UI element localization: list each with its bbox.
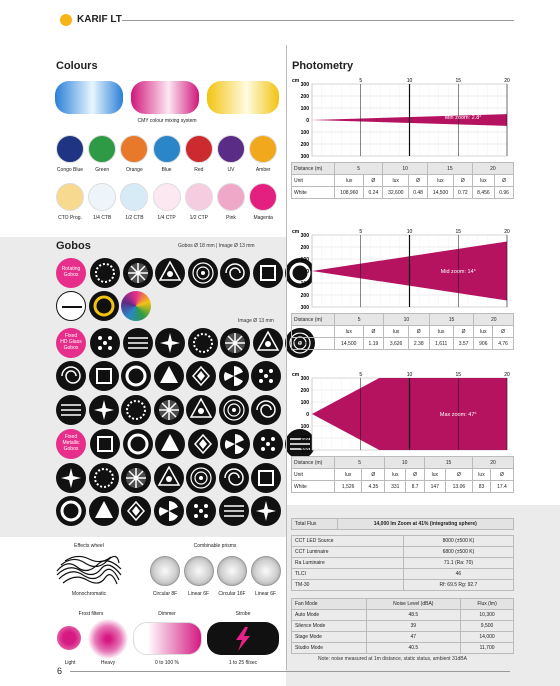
x-tick-label: 15 [455,372,462,378]
photometry-title: Photometry [292,60,354,72]
colour-swatch [217,135,245,163]
spec-label: Ra Luminaire [292,558,404,569]
x-tick-label: 10 [406,78,413,84]
gobo-size-caption-2: Image Ø 13 mm [238,318,274,324]
distance-row [292,163,514,175]
table-cell: 13.06 [445,481,472,493]
gobo-icon [121,463,151,493]
prism-icon [251,556,281,586]
value-row [292,338,514,350]
colour-swatch [249,135,277,163]
gobo-icon [220,328,250,358]
fan-row [292,632,514,643]
effects-wheel-image [55,553,123,589]
total-flux-table [291,518,514,530]
magenta-swatch [131,81,199,114]
gobo-icon [56,395,86,425]
column-divider [286,45,287,670]
unit-row [292,175,514,187]
table-cell: Ø [406,469,425,481]
table-cell: 20 [474,314,514,326]
effects-wheel-label: Monochromatic [71,591,107,597]
gobo-icon [186,463,216,493]
photometry-table [291,162,514,199]
footer-divider [70,671,510,672]
table-cell: 1,526 [335,481,362,493]
zoom-label: Min zoom: 2.8° [444,115,482,121]
colour-swatch [88,135,116,163]
fan-row [292,610,514,621]
gobo-icon [89,395,119,425]
value-row [292,187,514,199]
strobe-swatch [207,622,279,655]
beam-chart [290,76,515,158]
dimmer-swatch [133,622,202,655]
x-tick-label: 5 [359,372,363,378]
colour-swatch-label: Amber [255,167,271,173]
page-number: 6 [57,666,63,676]
table-cell: Ø [453,326,474,338]
gobo-icon [89,463,119,493]
colour-swatch-label: UV [227,167,235,173]
y-tick-label: 300 [300,448,309,452]
gobo-icon [253,258,283,288]
table-cell: 10,300 [461,610,514,621]
prism-label: Circular 8F [152,591,178,597]
colours-title: Colours [56,60,98,72]
y-tick-label: 100 [300,130,309,136]
header-divider [122,20,514,21]
table-cell: lux [385,469,406,481]
spec-value: 71.1 (Ra: 70) [403,558,513,569]
table-cell: 0.48 [409,187,428,199]
frost-title: Frost filters [78,611,104,617]
x-tick-label: 20 [504,229,510,235]
gobo-icon [56,291,86,321]
table-cell: 4.76 [493,338,514,350]
table-cell: 40.5 [366,643,461,654]
prism-label: Linear 6F [254,591,277,597]
colour-swatch [88,183,116,211]
table-cell: 14,500 [428,187,454,199]
colour-swatch-label: Pink [226,215,236,221]
gobo-icon [219,496,249,526]
unit-label: cm [292,229,300,235]
colour-swatch-label: Orange [126,167,143,173]
distance-row [292,314,514,326]
y-tick-label: 300 [300,305,309,309]
frost-heavy-swatch [88,619,128,659]
table-cell: lux [335,175,364,187]
table-cell: 1,611 [429,338,453,350]
colour-swatch-label: Congo Blue [56,167,84,173]
y-tick-label: 0 [306,269,309,275]
prisms-title: Combinable prisms [193,543,237,549]
gobo-icon [219,463,249,493]
beam-chart [290,227,515,309]
prism-label: Circular 16F [218,591,246,597]
table-cell: 0.72 [453,187,472,199]
effects-wheel-title: Effects wheel [74,543,104,549]
colour-swatch-label: Red [194,167,204,173]
prism-label: Linear 6F [187,591,210,597]
frost-light-swatch [57,626,81,650]
table-cell: Unit [292,469,335,481]
gobo-icon [219,361,249,391]
gobo-icon [155,258,185,288]
table-cell: 4.35 [362,481,385,493]
table-cell: 9,500 [461,621,514,632]
spec-row [292,547,514,558]
table-cell: Ø [408,326,429,338]
gobo-icon [121,361,151,391]
gobo-icon [89,291,119,321]
table-cell: Noise Level (dBA) [366,599,461,610]
frost-heavy-label: Heavy [100,660,116,666]
y-tick-label: 200 [300,436,309,442]
beam-chart [290,370,515,452]
colour-swatch [56,183,84,211]
y-tick-label: 100 [300,106,309,112]
gobo-icon [121,395,151,425]
spec-label: CCT LED Source [292,536,404,547]
table-cell: 83 [473,481,491,493]
table-cell: lux [429,326,453,338]
gobo-icon [154,496,184,526]
colour-swatch [153,135,181,163]
table-cell: White [292,187,335,199]
photometry-table [291,313,514,350]
table-cell: 0.24 [364,187,383,199]
y-tick-label: 100 [300,424,309,430]
colour-swatch [120,135,148,163]
prism-icon [184,556,214,586]
table-cell: lux [428,175,454,187]
colour-swatch-label: 1/4 CTP [157,215,176,221]
spec-label: TLCI [292,569,404,580]
gobo-icon [89,361,119,391]
table-cell: 15 [424,457,472,469]
gobo-icon [56,463,86,493]
colour-swatch [56,135,84,163]
y-tick-label: 300 [300,82,309,88]
table-cell: Ø [445,469,472,481]
table-cell: lux [335,326,364,338]
table-cell: 906 [474,338,493,350]
brand-title: KARIF LT [77,14,122,25]
table-cell: lux [384,326,409,338]
gobo-icon [220,429,250,459]
gobo-icon [186,361,216,391]
table-cell: Distance (m) [292,457,335,469]
cmy-caption: CMY colour mixing system [137,118,197,124]
table-cell: 15 [428,163,473,175]
zoom-label: Mid zoom: 14° [440,269,476,275]
dimmer-title: Dimmer [158,611,176,617]
fan-mode-table [291,598,514,654]
table-cell: Unit [292,175,335,187]
colour-swatch-label: 1/4 CTB [93,215,112,221]
gobo-icon [154,463,184,493]
table-cell: White [292,481,335,493]
table-cell: 14,000 [461,632,514,643]
y-tick-label: 200 [300,388,309,394]
y-tick-label: 300 [300,376,309,382]
table-cell: 1.19 [363,338,384,350]
gobo-icon [121,291,151,321]
table-cell: 10 [383,163,428,175]
gobo-icon [253,429,283,459]
total-flux-label: Total Flux [292,519,338,530]
table-cell: Flux (lm) [461,599,514,610]
table-cell: Auto Mode [292,610,367,621]
table-cell: 20 [473,457,514,469]
x-tick-label: 15 [455,78,462,84]
table-cell: 10 [385,457,425,469]
gobo-icon [219,395,249,425]
gobo-icon [155,328,185,358]
table-cell: Ø [495,175,514,187]
unit-row [292,469,514,481]
x-tick-label: 5 [359,229,363,235]
y-tick-label: 100 [300,281,309,287]
table-cell: 331 [385,481,406,493]
table-cell: lux [473,469,491,481]
table-cell: 20 [472,163,513,175]
gobo-icon [90,328,120,358]
gobo-icon [188,258,218,288]
table-cell: 48.5 [366,610,461,621]
gobo-icon [90,258,120,288]
table-cell: Ø [409,175,428,187]
gobo-icon [251,496,281,526]
gobos-title: Gobos [56,240,91,252]
table-cell: Studio Mode [292,643,367,654]
table-cell: 108,960 [335,187,364,199]
table-cell: Ø [362,469,385,481]
gobo-icon [186,395,216,425]
table-cell: Ø [493,326,514,338]
gobo-icon [220,258,250,288]
fixed-metallic-gobos-tag: Fixed Metallic Gobos [56,429,86,459]
gobo-icon [56,496,86,526]
dimmer-label: 0 to 100 % [155,660,179,666]
colour-swatch [153,183,181,211]
frost-light-label: Light [64,660,76,666]
unit-label: cm [292,78,300,84]
table-cell: Ø [453,175,472,187]
x-tick-label: 20 [504,78,510,84]
strobe-title: Strobe [235,611,251,617]
y-tick-label: 300 [300,233,309,239]
gobo-icon [121,496,151,526]
gobo-icon [155,429,185,459]
table-cell: 10 [384,314,429,326]
table-cell: 11,700 [461,643,514,654]
spec-row [292,569,514,580]
colour-swatch [185,135,213,163]
table-cell: 5 [335,163,383,175]
gobo-icon [251,463,281,493]
table-cell: Distance (m) [292,314,335,326]
table-cell: 3,626 [384,338,409,350]
spec-value: Rf: 69.5 Rg: 92.7 [403,580,513,591]
rotating-gobos-tag: Rotating Gobos [56,258,86,288]
colour-swatch [120,183,148,211]
colour-swatch-label: Green [95,167,110,173]
table-cell: lux [472,175,494,187]
x-tick-label: 10 [406,229,413,235]
spec-label: TM-30 [292,580,404,591]
fan-header-row [292,599,514,610]
value-row [292,481,514,493]
photometry-table [291,456,514,493]
table-cell: 5 [335,314,384,326]
table-cell: 147 [424,481,445,493]
spec-value: 8000 (±500 K) [403,536,513,547]
distance-row [292,457,514,469]
table-cell: 8,456 [472,187,494,199]
y-tick-label: 300 [300,154,309,158]
zoom-label: Max zoom: 47° [439,412,477,418]
table-cell: 14,500 [335,338,364,350]
colour-swatch-label: CTO Prog. [58,215,82,221]
unit-label: cm [292,372,300,378]
fixed-hd-gobos-tag: Fixed HD Glass Gobos [56,328,86,358]
gobo-icon [90,429,120,459]
spec-row [292,558,514,569]
spec-value: 6800 (±500 K) [403,547,513,558]
prism-icon [150,556,180,586]
table-cell: Unit [292,326,335,338]
y-tick-label: 100 [300,400,309,406]
gobo-icon [251,395,281,425]
lightning-bolt-icon [207,622,279,655]
prism-icon [217,556,247,586]
spec-table [291,535,514,591]
table-cell: 5 [335,457,385,469]
table-cell: 8.7 [406,481,425,493]
y-tick-label: 100 [300,257,309,263]
table-cell: Silence Mode [292,621,367,632]
spec-row [292,536,514,547]
y-tick-label: 200 [300,142,309,148]
y-tick-label: 200 [300,245,309,251]
gobo-icon [123,258,153,288]
noise-note: Note: noise measured at 1m distance, static status, ambient 31dBA [318,656,467,662]
colour-swatch-label: 1/2 CTP [189,215,208,221]
fan-row [292,643,514,654]
table-cell: 47 [366,632,461,643]
colour-swatch [185,183,213,211]
strobe-label: 1 to 25 fl/sec [228,660,258,666]
colour-swatch-label: Magenta [253,215,273,221]
table-cell: 0.96 [495,187,514,199]
gobo-icon [89,496,119,526]
spec-value: 46 [403,569,513,580]
table-cell: 2.38 [408,338,429,350]
table-cell: 39 [366,621,461,632]
x-tick-label: 10 [406,372,413,378]
unit-row [292,326,514,338]
x-tick-label: 20 [504,372,510,378]
spec-label: CCT Luminaire [292,547,404,558]
y-tick-label: 200 [300,94,309,100]
table-cell: lux [335,469,362,481]
table-cell: Distance (m) [292,163,335,175]
gobo-icon [186,496,216,526]
x-tick-label: 15 [455,229,462,235]
table-cell: lux [383,175,409,187]
colour-swatch-label: Blue [161,167,172,173]
gobo-icon [253,328,283,358]
fan-row [292,621,514,632]
table-cell: Ø [490,469,513,481]
gobo-icon [188,429,218,459]
gobo-icon [56,361,86,391]
table-cell: Fan Mode [292,599,367,610]
colour-swatch [249,183,277,211]
table-cell: Ø [363,326,384,338]
y-tick-label: 0 [306,412,309,418]
table-cell: 32,600 [383,187,409,199]
brand-logo-icon [60,14,72,26]
y-tick-label: 0 [306,118,309,124]
gobo-size-caption-1: Gobos Ø 18 mm | Image Ø 13 mm [178,243,255,249]
gobo-icon [154,361,184,391]
gobo-icon [123,328,153,358]
yellow-swatch [207,81,279,114]
table-cell: lux [424,469,445,481]
x-tick-label: 5 [359,78,363,84]
gobo-icon [123,429,153,459]
table-cell: 15 [429,314,474,326]
table-cell: Stage Mode [292,632,367,643]
colour-swatch [217,183,245,211]
table-cell: 17.4 [490,481,513,493]
spec-row [292,580,514,591]
gobo-icon [251,361,281,391]
table-cell: White [292,338,335,350]
gobo-icon [154,395,184,425]
table-cell: lux [474,326,493,338]
y-tick-label: 200 [300,293,309,299]
table-cell: Ø [364,175,383,187]
colour-swatch-label: 1/2 CTB [125,215,144,221]
gobo-icon [188,328,218,358]
cyan-swatch [55,81,123,114]
total-flux-value: 14,000 lm Zoom at 41% (integrating sphere) [337,519,513,530]
table-cell: 3.57 [453,338,474,350]
